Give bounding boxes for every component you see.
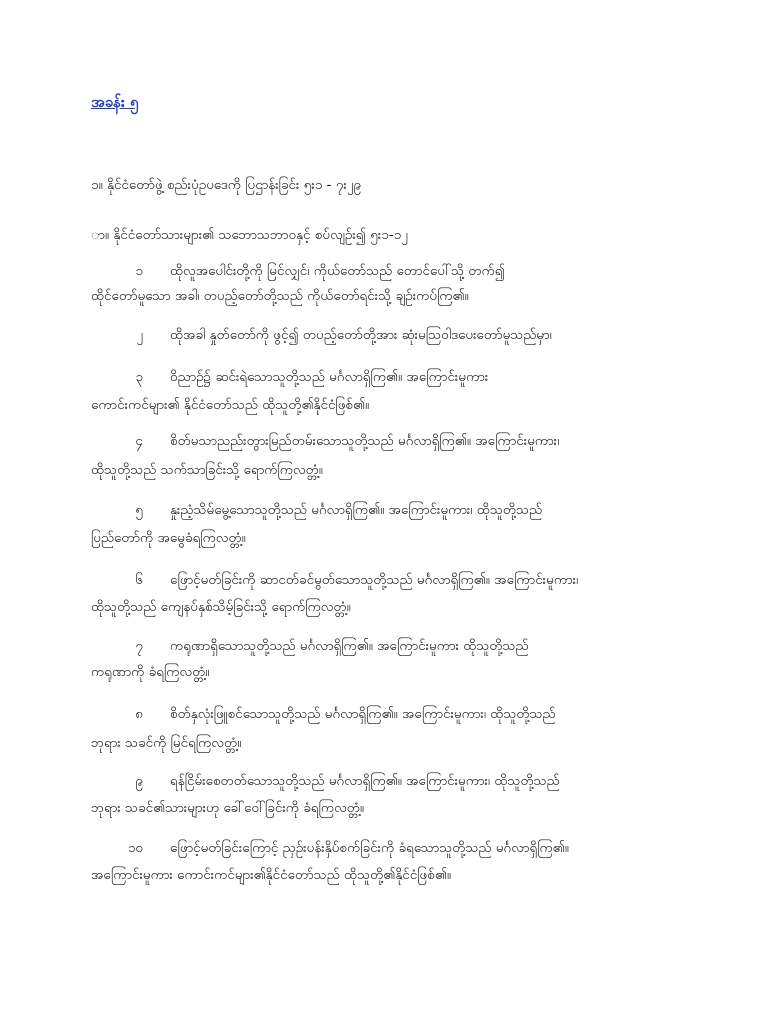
section-title-1: ၁။ နိုင်ငံတော်ဖွဲ့ စည်းပုံဥပဒေကို ပြဌာန်းခြင်း ၅း၁ - ၇း၂၉ <box>91 177 362 193</box>
verse-text: ထိုအခါ နှုတ်တော်ကို ဖွင့်၍ တပည့်တော်တို့အား ဆုံးမသြဝါဒပေးတော်မူသည်မှာ၊ <box>170 327 552 343</box>
verse-number: ၇ <box>135 638 143 654</box>
verse-text: စိတ်မသာညည်းတွားမြည်တမ်းသောသူတို့သည် မင်္ဂလာရှိကြ၏။ အကြောင်းမူကား၊ <box>170 433 560 449</box>
verse-text: ကရုဏာရှိသောသူတို့သည် မင်္ဂလာရှိကြ၏။ အကြောင်းမူကား ထိုသူတို့သည် <box>170 638 529 654</box>
verse-text: နှုးညံ့သိမ်မွေ့သောသူတို့သည် မင်္ဂလာရှိကြ၏။ အကြောင်းမူကား၊ ထိုသူတို့သည် <box>170 502 543 518</box>
verse-number: ၈ <box>135 706 143 722</box>
verse-text: စိတ်နှလုံးဖြူစင်သောသူတို့သည် မင်္ဂလာရှိကြ၏။ အကြောင်းမူကား၊ ထိုသူတို့သည် <box>170 706 556 722</box>
verse-number: ၄ <box>135 433 143 449</box>
verse-7-line-1 <box>91 637 691 655</box>
verse-5-line-2: ပြည်တော်ကို အမွေခံရကြလတ္တံ့။ <box>91 530 246 546</box>
verse-2-line-1 <box>91 326 691 344</box>
verse-9-line-2: ဘုရား သခင်၏သားများဟု ခေါ်ဝေါ်ခြင်းကို ခံရကြလတ္တံ့။ <box>91 800 365 816</box>
verse-number: ၆ <box>135 572 143 588</box>
verse-6-line-2: ထိုသူတို့သည် ကျေနပ်နှစ်သိမ့်ခြင်းသို့ ရောက်ကြလတ္တံ့။ <box>91 599 351 615</box>
section-title-2: ာ။ နိုင်ငံတော်သားများ၏ သဘောသဘာဝနှင့် စပ်လျဉ်း၍ ၅း၁-၁၂ <box>91 227 408 243</box>
verse-text: ထိုလူအပေါင်းတို့ကို မြင်လျှင်၊ ကိုယ်တော်သည် တောင်ပေါ်သို့ တက်၍ <box>170 263 505 279</box>
verse-6-line-1 <box>91 571 691 589</box>
verse-7-line-2: ကရုဏာကို ခံရကြလတ္တံ့။ <box>91 664 210 680</box>
verse-number: ၃ <box>135 369 143 385</box>
verse-number: ၅ <box>135 502 143 518</box>
verse-1-line-2: ထိုင်တော်မူသော အခါ၊ တပည့်တော်တို့သည် ကိုယ်တော်ရင်းသို့ ချဉ်းကပ်ကြ၏။ <box>91 288 469 304</box>
verse-4-line-1 <box>91 432 691 450</box>
verse-text: ဝိညာဉ်၌ ဆင်းရဲသောသူတို့သည် မင်္ဂလာရှိကြ၏။ အကြောင်းမူကား <box>170 369 489 385</box>
verse-10-line-1 <box>91 839 691 857</box>
verse-3-line-2: ကောင်းကင်များ၏ နိုင်ငံတော်သည် ထိုသူတို့၏နိုင်ငံဖြစ်၏။ <box>91 397 370 413</box>
verse-9-line-1 <box>91 772 691 790</box>
verse-10-line-2: အကြောင်းမူကား ကောင်းကင်များ၏နိုင်ငံတော်သည် ထိုသူတို့၏နိုင်ငံဖြစ်၏။ <box>91 867 451 883</box>
verse-5-line-1 <box>91 501 691 519</box>
chapter-heading-link[interactable]: အခန်း ၅ <box>91 93 139 111</box>
verse-8-line-1 <box>91 705 691 723</box>
verse-number: ၁ <box>135 263 143 279</box>
verse-text: ရန်ငြိမ်းစေတတ်သောသူတို့သည် မင်္ဂလာရှိကြ၏။ အကြောင်းမူကား၊ ထိုသူတို့သည် <box>170 773 560 789</box>
verse-4-line-2: ထိုသူတို့သည် သက်သာခြင်းသို့ ရောက်ကြလတ္တံ့။ <box>91 462 323 478</box>
verse-text: ဖြောင့်မတ်ခြင်းကို ဆာငတ်ခင်မွတ်သောသူတို့သည် မင်္ဂလာရှိကြ၏။ အကြောင်းမူကား၊ <box>170 572 579 588</box>
verse-text: ဖြောင့်မတ်ခြင်းကြောင့် ညှဉ်းပန်းနှိပ်စက်ခြင်းကို ခံရသောသူတို့သည် မင်္ဂလာရှိကြ၏။ <box>170 840 569 856</box>
verse-number: ၉ <box>135 773 143 789</box>
verse-number: ၂ <box>136 327 143 343</box>
verse-3-line-1 <box>91 368 691 386</box>
verse-8-line-2: ဘုရား သခင်ကို မြင်ရကြလတ္တံ့။ <box>91 735 242 751</box>
verse-1-line-1 <box>91 262 691 280</box>
verse-number: ၁၀ <box>127 840 143 856</box>
